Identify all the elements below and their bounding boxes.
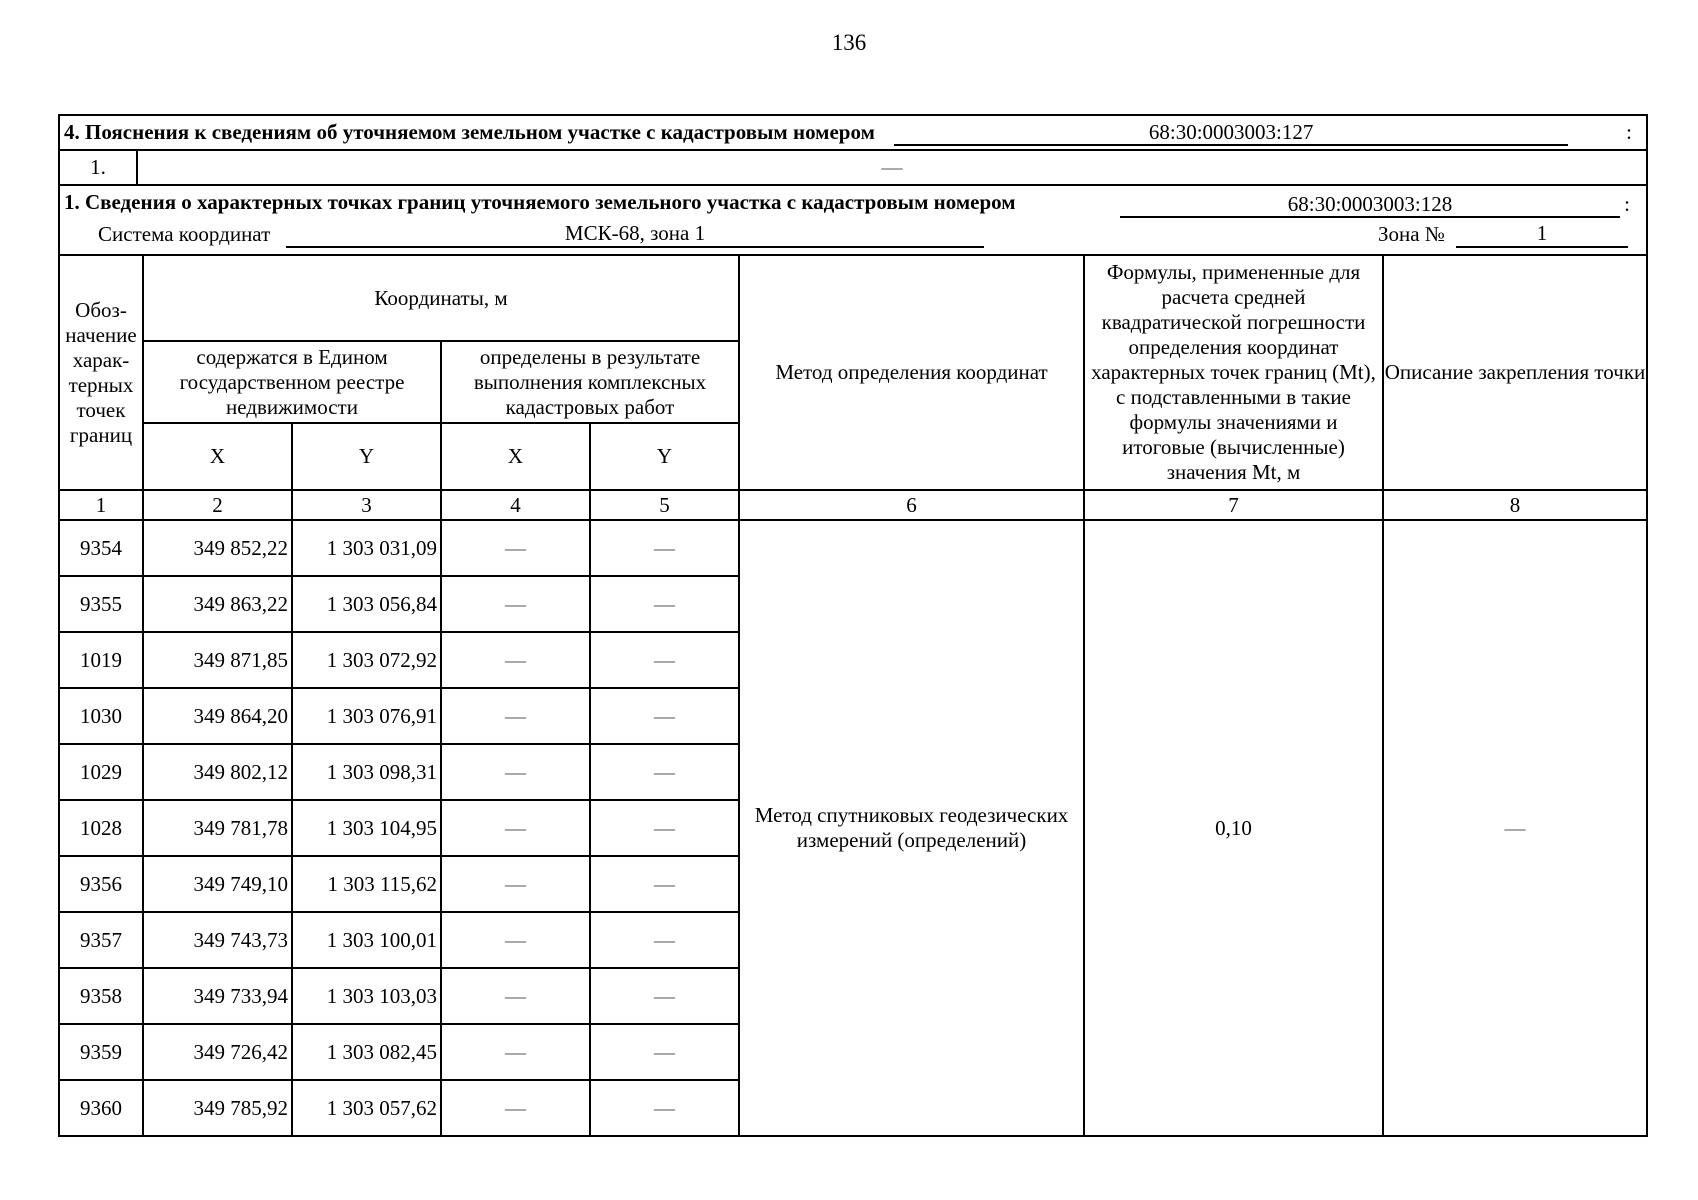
point-id: 9359 — [59, 1024, 143, 1080]
table-row — [59, 520, 1647, 576]
header-y-egrn: Y — [292, 423, 441, 490]
header-designation: Обоз-начение харак-терных точек границ — [59, 255, 143, 490]
zone-label: Зона № — [1378, 222, 1445, 246]
section4-table — [58, 114, 1648, 186]
header-egrn: содержатся в Едином государственном реестре недвижимости — [143, 341, 441, 423]
x-egrn: 349 802,12 — [143, 744, 292, 800]
mt-cell: 0,10 — [1084, 520, 1383, 1136]
zone-value: 1 — [1456, 220, 1628, 248]
x-kkr: — — [441, 576, 590, 632]
x-kkr: — — [441, 856, 590, 912]
y-kkr: — — [590, 912, 739, 968]
y-kkr: — — [590, 520, 739, 576]
header-x-egrn: X — [143, 423, 292, 490]
column-number: 7 — [1084, 490, 1383, 520]
column-number: 1 — [59, 490, 143, 520]
point-id: 1019 — [59, 632, 143, 688]
y-kkr: — — [590, 968, 739, 1024]
column-number: 3 — [292, 490, 441, 520]
header-coordinates: Координаты, м — [143, 255, 739, 341]
header-description: Описание закрепления точки — [1383, 255, 1647, 490]
x-kkr: — — [441, 520, 590, 576]
x-egrn: 349 852,22 — [143, 520, 292, 576]
section4-cadastral-number: 68:30:0003003:127 — [894, 120, 1568, 146]
x-egrn: 349 749,10 — [143, 856, 292, 912]
x-egrn: 349 871,85 — [143, 632, 292, 688]
section1-heading: 1. Сведения о характерных точках границ уточняемого земельного участка с кадастровым номером — [64, 190, 1016, 214]
x-egrn: 349 726,42 — [143, 1024, 292, 1080]
x-kkr: — — [441, 968, 590, 1024]
x-egrn: 349 864,20 — [143, 688, 292, 744]
section4-row-value: — — [137, 150, 1647, 185]
y-kkr: — — [590, 1024, 739, 1080]
header-formulas: Формулы, примененные для расчета средней квадратической погрешности определения координат характерных точек границ (Mt), с подставленными в такие формулы значениями и итоговые (вычисленные) значения Mt, м — [1084, 255, 1383, 490]
x-kkr: — — [441, 632, 590, 688]
section4-heading-row — [59, 115, 1647, 150]
x-egrn: 349 743,73 — [143, 912, 292, 968]
y-kkr: — — [590, 632, 739, 688]
column-number: 6 — [739, 490, 1084, 520]
point-id: 1029 — [59, 744, 143, 800]
section1-header — [58, 184, 1648, 254]
y-egrn: 1 303 057,62 — [292, 1080, 441, 1136]
coord-system-label: Система координат — [98, 222, 271, 246]
x-kkr: — — [441, 800, 590, 856]
y-egrn: 1 303 076,91 — [292, 688, 441, 744]
point-id: 9357 — [59, 912, 143, 968]
coord-system-value: МСК-68, зона 1 — [286, 220, 984, 248]
y-egrn: 1 303 056,84 — [292, 576, 441, 632]
y-egrn: 1 303 115,62 — [292, 856, 441, 912]
x-egrn: 349 733,94 — [143, 968, 292, 1024]
column-number: 2 — [143, 490, 292, 520]
y-kkr: — — [590, 856, 739, 912]
y-egrn: 1 303 104,95 — [292, 800, 441, 856]
y-kkr: — — [590, 576, 739, 632]
y-egrn: 1 303 082,45 — [292, 1024, 441, 1080]
method-cell: Метод спутниковых геодезических измерений (определений) — [739, 520, 1084, 1136]
y-egrn: 1 303 031,09 — [292, 520, 441, 576]
column-number: 8 — [1383, 490, 1647, 520]
y-kkr: — — [590, 800, 739, 856]
point-id: 1030 — [59, 688, 143, 744]
section4-colon: : — [1626, 119, 1632, 144]
point-id: 9354 — [59, 520, 143, 576]
column-number: 4 — [441, 490, 590, 520]
x-kkr: — — [441, 912, 590, 968]
x-egrn: 349 863,22 — [143, 576, 292, 632]
x-kkr: — — [441, 1080, 590, 1136]
section1-cadastral-number: 68:30:0003003:128 — [1120, 192, 1620, 218]
x-kkr: — — [441, 1024, 590, 1080]
header-x-kkr: X — [441, 423, 590, 490]
x-kkr: — — [441, 744, 590, 800]
point-id: 9360 — [59, 1080, 143, 1136]
section1-colon: : — [1624, 192, 1630, 216]
x-kkr: — — [441, 688, 590, 744]
header-y-kkr: Y — [590, 423, 739, 490]
point-id: 9356 — [59, 856, 143, 912]
column-number: 5 — [590, 490, 739, 520]
y-kkr: — — [590, 744, 739, 800]
point-id: 9358 — [59, 968, 143, 1024]
header-kkr: определены в результате выполнения комплексных кадастровых работ — [441, 341, 739, 423]
point-id: 1028 — [59, 800, 143, 856]
column-number-row — [59, 490, 1647, 520]
point-id: 9355 — [59, 576, 143, 632]
y-egrn: 1 303 072,92 — [292, 632, 441, 688]
section4-row-index: 1. — [59, 150, 137, 185]
header-method: Метод определения координат — [739, 255, 1084, 490]
y-egrn: 1 303 103,03 — [292, 968, 441, 1024]
x-egrn: 349 785,92 — [143, 1080, 292, 1136]
y-egrn: 1 303 100,01 — [292, 912, 441, 968]
y-kkr: — — [590, 688, 739, 744]
section4-heading: 4. Пояснения к сведениям об уточняемом земельном участке с кадастровым номером — [64, 119, 875, 144]
y-egrn: 1 303 098,31 — [292, 744, 441, 800]
x-egrn: 349 781,78 — [143, 800, 292, 856]
points-table — [58, 254, 1648, 1137]
description-cell: — — [1383, 520, 1647, 1136]
y-kkr: — — [590, 1080, 739, 1136]
page-number: 136 — [831, 30, 867, 55]
